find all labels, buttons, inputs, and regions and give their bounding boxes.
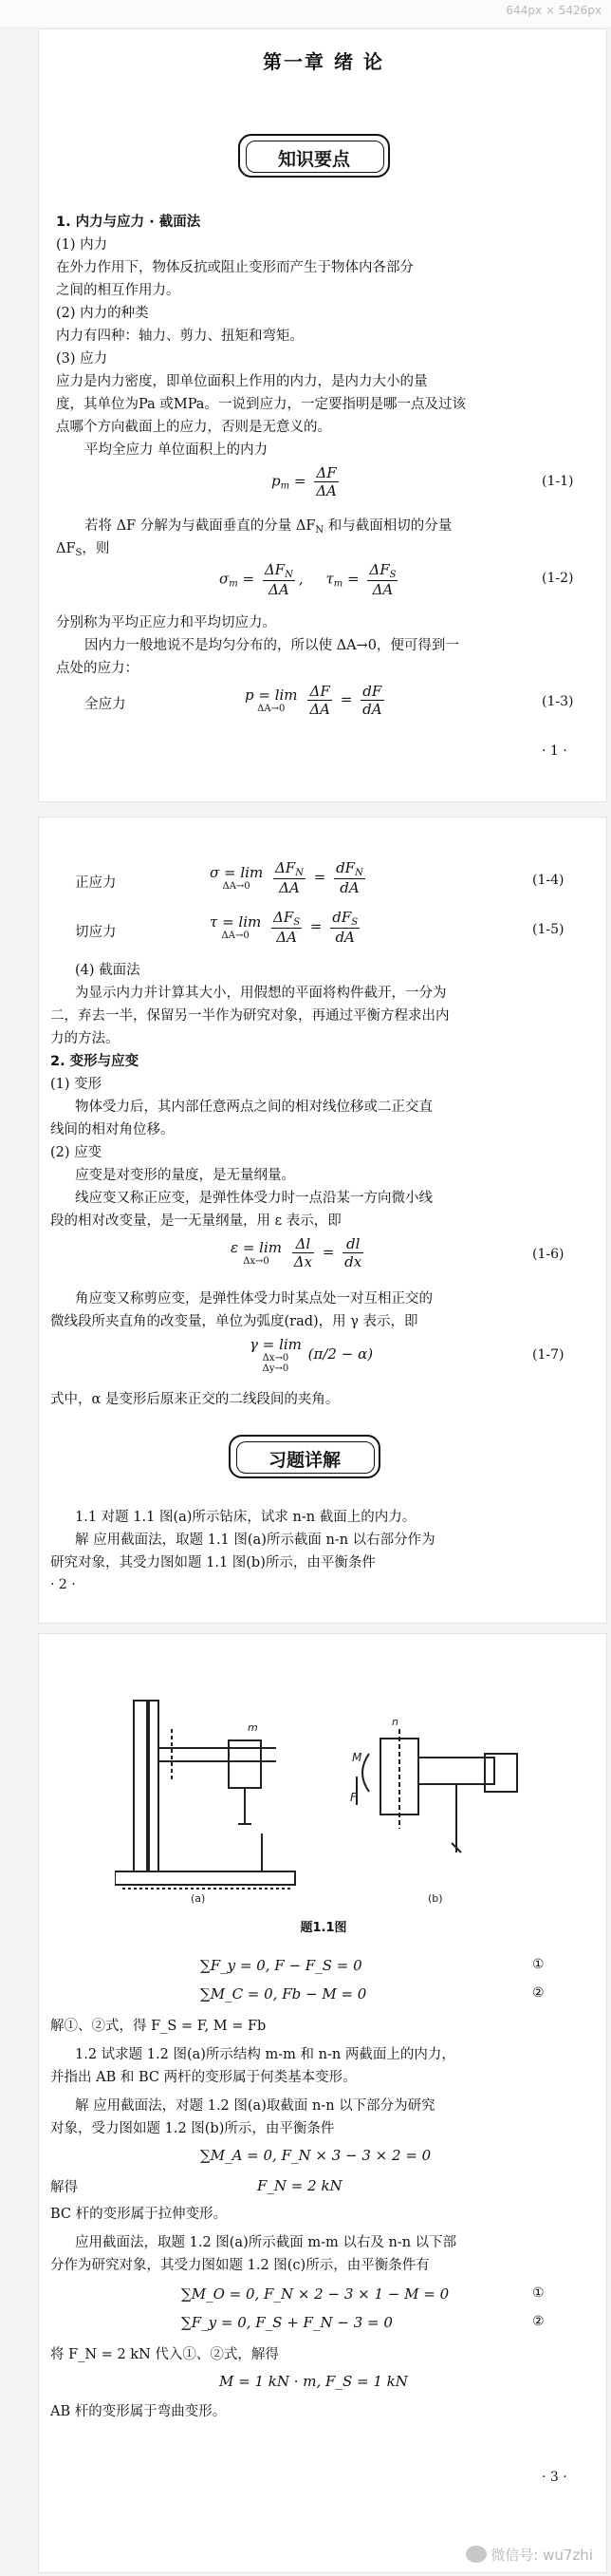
figure-caption: 题1.1图 — [300, 1921, 347, 1935]
result-label: 解得 — [50, 2180, 78, 2195]
equation-1-3: p = lim ΔA→0 $\frac{\Delta F}{\Delta A}$ = $\frac{dF}{dA}$ — [245, 683, 382, 718]
problem-1-1: 1.1 对题 1.1 图(a)所示钻床，试求 n-n 截面上的内力。 — [75, 1510, 417, 1525]
paragraph-11a: 角应变又称剪应变，是弹性体受力时某点处一对互相正交的 — [75, 1291, 433, 1307]
heading-1-3: (3) 应力 — [56, 351, 108, 367]
problem-1-2b: 并指出 AB 和 BC 两杆的变形属于何类基本变形。 — [50, 2070, 357, 2085]
paragraph-12: 式中，α 是变形后原来正交的二线段间的夹角。 — [50, 1392, 340, 1407]
equation-1-2: $\sigma_m$ = $\frac{\Delta F_N}{\Delta A}$ , $\tau_m$ = $\frac{\Delta F_S}{\Delta A}$ — [219, 561, 397, 598]
paragraph-bc-tension: BC 杆的变形属于拉伸变形。 — [50, 2207, 228, 2222]
heading-2-1: (1) 变形 — [50, 1077, 102, 1092]
result-fn: F_N = 2 kN — [257, 2177, 343, 2194]
shear-stress-label: 切应力 — [75, 925, 117, 940]
equation-number-1-5: (1-5) — [532, 922, 565, 937]
badge-label: 知识要点 — [277, 149, 350, 170]
equation-sum-ma: ∑M_A = 0, F_N × 3 − 3 × 2 = 0 — [200, 2147, 432, 2164]
equation-number-1-3: (1-3) — [542, 694, 574, 709]
paragraph-10b: 段的相对改变量，是一无量纲量，用 ε 表示，即 — [50, 1213, 342, 1229]
equation-number-1-7: (1-7) — [532, 1347, 565, 1363]
result-1-2: M = 1 kN · m, F_S = 1 kN — [219, 2373, 408, 2390]
paragraph-6a: 因内力一般地说不是均匀分布的，所以使 ΔA→0，便可得到一 — [84, 638, 459, 653]
drill-press-drawing — [115, 1701, 295, 1889]
equation-sum-mc: ∑M_C = 0, Fb − M = 0 — [200, 1985, 367, 2003]
paragraph-5: 分别称为平均正应力和平均切应力。 — [56, 615, 276, 630]
paragraph-3b: 度，其单位为Pa 或MPa。一说到应力，一定要指明是哪一点及过该 — [56, 397, 466, 412]
paragraph-11b: 微线段所夹直角的改变量，单位为弧度(rad)，用 γ 表示，即 — [50, 1314, 418, 1329]
figure-1-1-drill-press — [115, 1663, 532, 1909]
paragraph-3a: 应力是内力密度，即单位面积上作用的内力，是内力大小的量 — [56, 374, 428, 389]
wechat-icon — [466, 2546, 487, 2563]
heading-1-1: (1) 内力 — [56, 237, 108, 253]
equation-mark-2: ② — [532, 1985, 545, 2001]
free-body-drawing — [357, 1729, 517, 1852]
page-3 — [38, 1633, 607, 2573]
equation-number-1-4: (1-4) — [532, 873, 565, 888]
image-size-bar — [0, 0, 611, 27]
equation-1-7: γ = lim Δx→0 Δy→0 (π/2 − α) — [250, 1336, 374, 1374]
page-number-3: · 3 · — [542, 2470, 567, 2485]
paragraph-7b: 二，弃去一半，保留另一半作为研究对象，再通过平衡方程求出内 — [50, 1008, 450, 1024]
equation-sum-mo: ∑M_O = 0, F_N × 2 − 3 × 1 − M = 0 — [181, 2285, 450, 2303]
paragraph-4b: $\Delta F_S$，则 — [56, 541, 110, 558]
equation-1-1: $p_m$ = $\frac{\Delta F}{\Delta A}$ — [271, 464, 337, 499]
equation-number-1-6: (1-6) — [532, 1247, 565, 1262]
heading-1-2: (2) 内力的种类 — [56, 306, 149, 321]
equation-mark-4: ② — [532, 2314, 545, 2329]
figure-label-m: m — [248, 1721, 258, 1734]
paragraph-10a: 线应变又称正应变，是弹性体受力时一点沿某一方向微小线 — [75, 1191, 433, 1206]
normal-stress-label: 正应力 — [75, 875, 117, 891]
paragraph-9: 应变是对变形的量度，是无量纲量。 — [75, 1168, 295, 1183]
page-number-1: · 1 · — [542, 743, 567, 759]
page-1 — [38, 28, 607, 802]
heading-2: 2. 变形与应变 — [50, 1054, 139, 1069]
paragraph-17b: 分作为研究对象，其受力图如题 1.2 图(c)所示，由平衡条件有 — [50, 2258, 430, 2273]
equation-mark-1: ① — [532, 1957, 545, 1972]
paragraph-1a: 在外力作用下，物体反抗或阻止变形而产生于物体内各部分 — [56, 260, 414, 275]
badge-label: 习题详解 — [268, 1450, 341, 1471]
paragraph-4a: 若将 ΔF 分解为与截面垂直的分量 $\Delta F_N$ 和与截面相切的分量 — [84, 518, 453, 536]
problem-1-2a: 1.2 试求题 1.2 图(a)所示结构 m-m 和 n-n 两截面上的内力， — [75, 2047, 455, 2062]
heading-1-4: (4) 截面法 — [75, 963, 140, 978]
heading-2-2: (2) 应变 — [50, 1145, 102, 1160]
watermark: 微信号: wu7zhi — [466, 2545, 593, 2565]
paragraph-8a: 物体受力后，其内部任意两点之间的相对线位移或二正交直 — [75, 1100, 433, 1115]
equation-sum-fy: ∑F_y = 0, F − F_S = 0 — [200, 1957, 362, 1974]
image-size-label: 644px × 5426px — [506, 4, 602, 17]
equation-1-6: ε = lim Δx→0 $\frac{\Delta l}{\Delta x}$ = $\frac{dl}{dx}$ — [231, 1235, 362, 1270]
chapter-title: 第一章 绪 论 — [263, 50, 384, 73]
paragraph-8b: 线间的相对角位移。 — [50, 1122, 175, 1138]
figure-label-force: F — [350, 1791, 357, 1804]
paragraph-7c: 力的方法。 — [50, 1031, 120, 1046]
paragraph-2: 内力有四种：轴力、剪力、扭矩和弯矩。 — [56, 329, 304, 344]
equation-number-1-2: (1-2) — [542, 571, 574, 586]
figure-label-a: (a) — [191, 1892, 206, 1905]
equation-number-1-1: (1-1) — [542, 474, 574, 489]
solution-1-1b: 研究对象，其受力图如题 1.1 图(b)所示，由平衡条件 — [50, 1555, 376, 1570]
solution-1-1a: 解 应用截面法，取题 1.1 图(a)所示截面 n-n 以右部分作为 — [75, 1532, 435, 1548]
result-1-1: 解①、②式，得 F_S = F, M = Fb — [50, 2019, 267, 2034]
full-stress-label: 全应力 — [84, 697, 126, 712]
section-badge-key-points — [238, 134, 390, 178]
section-badge-solutions — [229, 1435, 380, 1478]
figure-label-b: (b) — [428, 1892, 443, 1905]
paragraph-17a: 应用截面法，取题 1.2 图(a)所示截面 m-m 以右及 n-n 以下部 — [75, 2235, 457, 2250]
paragraph-ab-bending: AB 杆的变形属于弯曲变形。 — [50, 2404, 227, 2419]
avg-stress-label: 平均全应力 单位面积上的内力 — [84, 442, 268, 458]
figure-label-section-n: n — [392, 1716, 398, 1728]
paragraph-7a: 为显示内力并计算其大小，用假想的平面将构件截开，一分为 — [75, 986, 447, 1001]
heading-1: 1. 内力与应力 · 截面法 — [56, 215, 201, 230]
paragraph-1b: 之间的相互作用力。 — [56, 283, 180, 298]
figure-label-moment: M — [352, 1751, 362, 1764]
page-2 — [38, 817, 607, 1624]
paragraph-6b: 点处的应力： — [56, 661, 139, 676]
equation-1-5: τ = lim ΔA→0 $\frac{\Delta F_S}{\Delta A}$ = $\frac{dF_S}{dA}$ — [210, 909, 359, 946]
solution-1-2a: 解 应用截面法，对题 1.2 图(a)取截面 n-n 以下部分为研究 — [75, 2098, 435, 2114]
equation-sum-fy-2: ∑F_y = 0, F_S + F_N − 3 = 0 — [181, 2314, 393, 2331]
solution-1-2b: 对象，受力图如题 1.2 图(b)所示，由平衡条件 — [50, 2121, 335, 2136]
page-number-2: · 2 · — [50, 1577, 76, 1592]
equation-1-4: σ = lim ΔA→0 $\frac{\Delta F_N}{\Delta A}$ = $\frac{dF_N}{dA}$ — [210, 859, 363, 896]
equation-mark-3: ① — [532, 2285, 545, 2301]
paragraph-18: 将 F_N = 2 kN 代入①、②式，解得 — [50, 2347, 279, 2362]
paragraph-3c: 点哪个方向截面上的应力，否则是无意义的。 — [56, 420, 331, 435]
